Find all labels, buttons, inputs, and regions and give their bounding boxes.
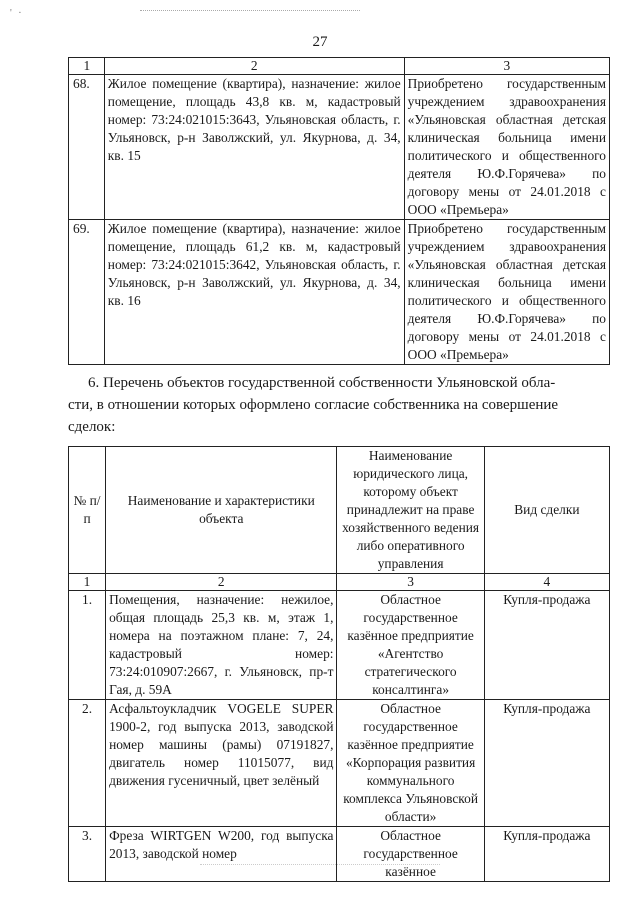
header-legal-entity: Наименование юридического лица, которому объект принадлежит на праве хозяйственного ведения либо оперативного управления	[337, 447, 484, 574]
table-row	[69, 220, 610, 365]
section-6-heading-line-2: сти, в отношении которых оформлено согласие собственника на совершение	[68, 397, 559, 413]
row-number: 3.	[69, 827, 106, 882]
deal-type: Купля-продажа	[484, 700, 609, 827]
objects-table-continued	[68, 57, 610, 365]
legal-entity: Областное государственное казённое предприятие «Корпорация развития коммунального комплекса Ульяновской области»	[337, 700, 484, 827]
section-6-heading-line-3: сделок:	[68, 419, 116, 435]
legal-entity: Областное государственное казённое	[337, 827, 484, 882]
scan-artifact-line	[140, 10, 360, 11]
page-number: 27	[312, 34, 328, 50]
object-description: Жилое помещение (квартира), назначение: жилое помещение, площадь 61,2 кв. м, кадастровый номер: 73:24:021015:3642, Ульяновская область, г. Ульяновск, р-н Заволжский, ул. Якурнова, д. 34, кв. 16	[104, 220, 404, 365]
column-number-3: 3	[404, 58, 609, 75]
section-6-heading-line-1: 6. Перечень объектов государственной собственности Ульяновской обла-	[88, 375, 556, 391]
table-header-row	[69, 447, 610, 574]
column-number-2: 2	[106, 574, 337, 591]
row-number: 1.	[69, 591, 106, 700]
deal-type: Купля-продажа	[484, 591, 609, 700]
column-numbers-row	[69, 574, 610, 591]
table-row	[69, 591, 610, 700]
acquisition-info: Приобретено государственным учреждением здравоохранения «Ульяновская областная детская клиническая больница имени политического и общественного деятеля Ю.Ф.Горячева» по договору мены от 24.01.2018 с ООО «Премьера»	[404, 220, 609, 365]
column-number-1: 1	[69, 574, 106, 591]
header-object-name: Наименование и характеристики объекта	[106, 447, 337, 574]
header-number: № п/п	[69, 447, 106, 574]
column-number-1: 1	[69, 58, 105, 75]
acquisition-info: Приобретено государственным учреждением здравоохранения «Ульяновская областная детская клиническая больница имени политического и общественного деятеля Ю.Ф.Горячева» по договору мены от 24.01.2018 с ООО «Премьера»	[404, 75, 609, 220]
scan-artifact: ' ·	[10, 8, 24, 19]
deal-type: Купля-продажа	[484, 827, 609, 882]
object-name: Асфальтоукладчик VOGELE SUPER 1900-2, год выпуска 2013, заводской номер машины (рамы) 07191827, двигатель номер 11015077, вид движения гусеничный, цвет зелёный	[106, 700, 337, 827]
object-name: Фреза WIRTGEN W200, год выпуска 2013, заводской номер	[106, 827, 337, 882]
row-number: 68.	[69, 75, 105, 220]
header-deal-type: Вид сделки	[484, 447, 609, 574]
scan-artifact-line	[200, 864, 440, 865]
column-number-2: 2	[104, 58, 404, 75]
row-number: 2.	[69, 700, 106, 827]
table-header-row	[69, 58, 610, 75]
row-number: 69.	[69, 220, 105, 365]
column-number-4: 4	[484, 574, 609, 591]
table-row	[69, 700, 610, 827]
table-row	[69, 827, 610, 882]
object-name: Помещения, назначение: нежилое, общая площадь 25,3 кв. м, этаж 1, номера на поэтажном плане: 7, 24, кадастровый номер: 73:24:010907:2667, г. Ульяновск, пр-т Гая, д. 59А	[106, 591, 337, 700]
column-number-3: 3	[337, 574, 484, 591]
object-description: Жилое помещение (квартира), назначение: жилое помещение, площадь 43,8 кв. м, кадастровый номер: 73:24:021015:3643, Ульяновская область, г. Ульяновск, р-н Заволжский, ул. Якурнова, д. 34, кв. 15	[104, 75, 404, 220]
legal-entity: Областное государственное казённое предприятие «Агентство стратегического консалтинга»	[337, 591, 484, 700]
consent-objects-table	[68, 446, 610, 882]
table-row	[69, 75, 610, 220]
